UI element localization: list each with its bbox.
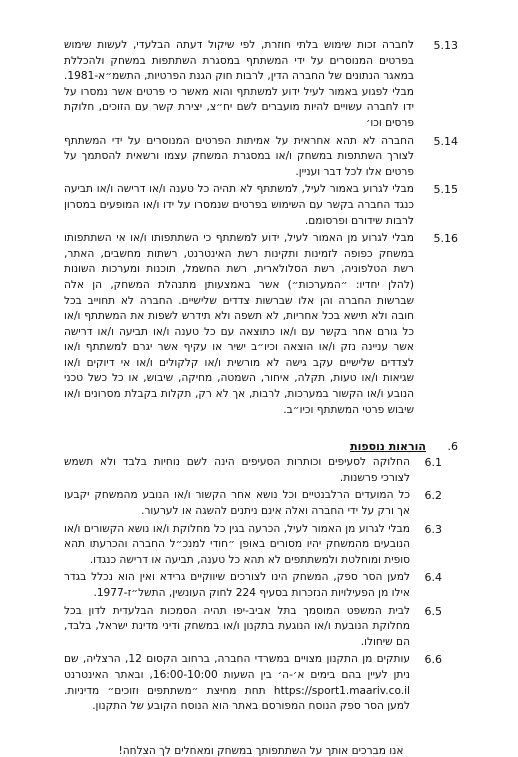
clause-text: עותקים מן התקנון מצויים במשרדי החברה, ברחוב הקסום 12, הרצליה, שם ניתן לעיין בהם בימים א׳-ה׳ בין השעות 16:00-10:00, ובאתר האינטרנט https://sport1.maariv.co.il תחת מחיצת ״משתתפים וזוכים״ מדיניות. למען הסר ספק הנוסח המפורסם באתר הוא הנוסח הקובע של התקנון. [64,653,410,713]
clause-number: 6.3 [424,522,442,536]
clause-text: החלוקה לסעיפים וכותרות הסעיפים הינה לשם נוחיות בלבד ולא תשמש לצורכי פרשנות. [64,456,410,484]
clause-6-3 [64,522,442,569]
section-title: הוראות נוספות [350,440,426,454]
clause-5-14 [64,134,458,181]
clause-number: 5.13 [433,39,458,52]
clause-text: לבית המשפט המוסמך בתל אביב-יפו תהיה הסמכות הבלעדית לדון בכל מחלוקת הנובעת ו/או הנוגעת בתקנון ו/או במשחק ודיני מדינת ישראל, בלבד, הם שיחולו. [64,604,410,648]
clause-5-15 [64,182,458,229]
clause-text: החברה לא תהא אחראית על אמיתות הפרטים המנוסרים על ידי המשתתף לצורך השתתפות במשחק ו/או במסגרת המשחק עצמו ורשאית להסתמך על פרטים אלו לכל דבר ועניין. [64,134,414,178]
clause-text: מבלי לגרוע באמור לעיל, למשתתף לא תהיה כל טענה ו/או דרישה ו/או תביעה כנגד החברה בקשר עם השימוש בפרטים שנמסרו על ידו ו/או המופעים במסרון לרבות שידורם ופרסומם. [64,183,414,227]
closing-message: אנו מברכים אותך על השתתפותך במשחק ומאחלים לך הצלחה! [118,744,404,757]
clause-number: 6.1 [424,456,442,470]
section-number: .6 [447,440,458,454]
clause-number: 5.16 [433,232,458,246]
clause-text: כל המועדים הרלבנטיים וכל נושא אחר הקשור ו/או הנובע מהמשחק יקבעו אך ורק על ידי החברה ואלה אינם ניתנים להשגה או לערעור. [64,489,410,518]
clause-number: 5.14 [433,134,458,148]
clause-number: 6.6 [424,653,442,667]
clause-5-13 [64,38,458,132]
clause-number: 6.2 [424,489,442,503]
clause-number: 6.4 [424,571,442,585]
clause-number: 5.15 [433,183,458,197]
clause-5-16 [64,231,458,418]
clause-6-5 [64,604,442,651]
clause-text: לחברה זכות שימוש בלתי חוזרת, לפי שיקול דעתה הבלעדי, לעשות שימוש בפרטים המנוסרים על ידי המשתתף במסגרת השתתפות במשחק ולהכללת במאגר הנתונים של החברה הדין, לרבות חוק הגנת הפרטיות, התשמ״א-1981. מבלי לפגוע באמור לעיל ידוע למשתתף והוא מאשר כי פרטים אשר נמסרו על ידו לחברה עשויים להיות מועברים לשם יח״צ, יצירת קשר עם הזוכים, חלוקת פרסים וכו׳ [64,39,414,129]
clause-6-1 [64,455,442,486]
clause-6-6 [64,652,442,714]
section-heading [64,440,458,453]
clause-number: 6.5 [424,604,442,618]
clause-text: מבלי לגרוע מן האמור לעיל, הכרעה בגין כל מחלוקת ו/או נושא הקשורים ו/או הנובעים מהמשחק יהיו מסורים באופן ״חודי למנכ״ל החברה והכרעתו תהא סופית ומוחלטת ולמשתתפים לא תהא כל טענה, תביעה או דרישה כנגדו. [64,522,410,566]
clause-6-2 [64,488,442,519]
clause-6-4 [64,570,442,601]
clause-text: למען הסר ספק, המשחק הינו לצורכים שיווקיים גרידא ואין הוא נכלל בגדר אילו מן הפעילויות הנזכרות בסעיף 224 לחוק העונשין, התשל״ז-1977. [64,571,410,599]
section-6-clauses [64,455,442,715]
clause-text: מבלי לגרוע מן האמור לעיל, ידוע למשתתף כי השתתפותו ו/או אי השתתפותו במשחק כפופה לזמינות ותקינות רשת האינטרנט, רשתות מחשבים, האתר, רשת הטלפוניה, רשת הסלולארית, רשת החשמל, תוכנות ומערכות השונות (להלן יחדיו: ״המערכות״) אשר באמצעותן מתנהלת המשחק, הן אלה שברשות החברה והן אלו שברשות צדדים שלישיים. החברה לא תחוייב בכל חובה ולא תישא בכל אחריות, לא תשפה ולא תידרש לשפות את המשתתף ו/או כל גורם אחר בקשר עם ו/או כתוצאה עם כל טענה ו/או תביעה ו/או דרישה אשר עניינה נזק ו/או הוצאה וכיו״ב ישיר או עקיף אשר יגרם למשתתף ו/או לצדדים שלישיים עקב גישה לא מורשית ו/או קלקולים ו/או אי דיוקים ו/או שגיאות ו/או טעות, תקלה, איחור, השמטה, מחיקה, שיבוש, או כל כשל טכני הנובע ו/או הקשור במערכות, לרבות, אך לא רק, תקלות בקבלת מסרונים ו/או שיבוש פרטי המשתתף וכיו״ב. [64,232,414,416]
